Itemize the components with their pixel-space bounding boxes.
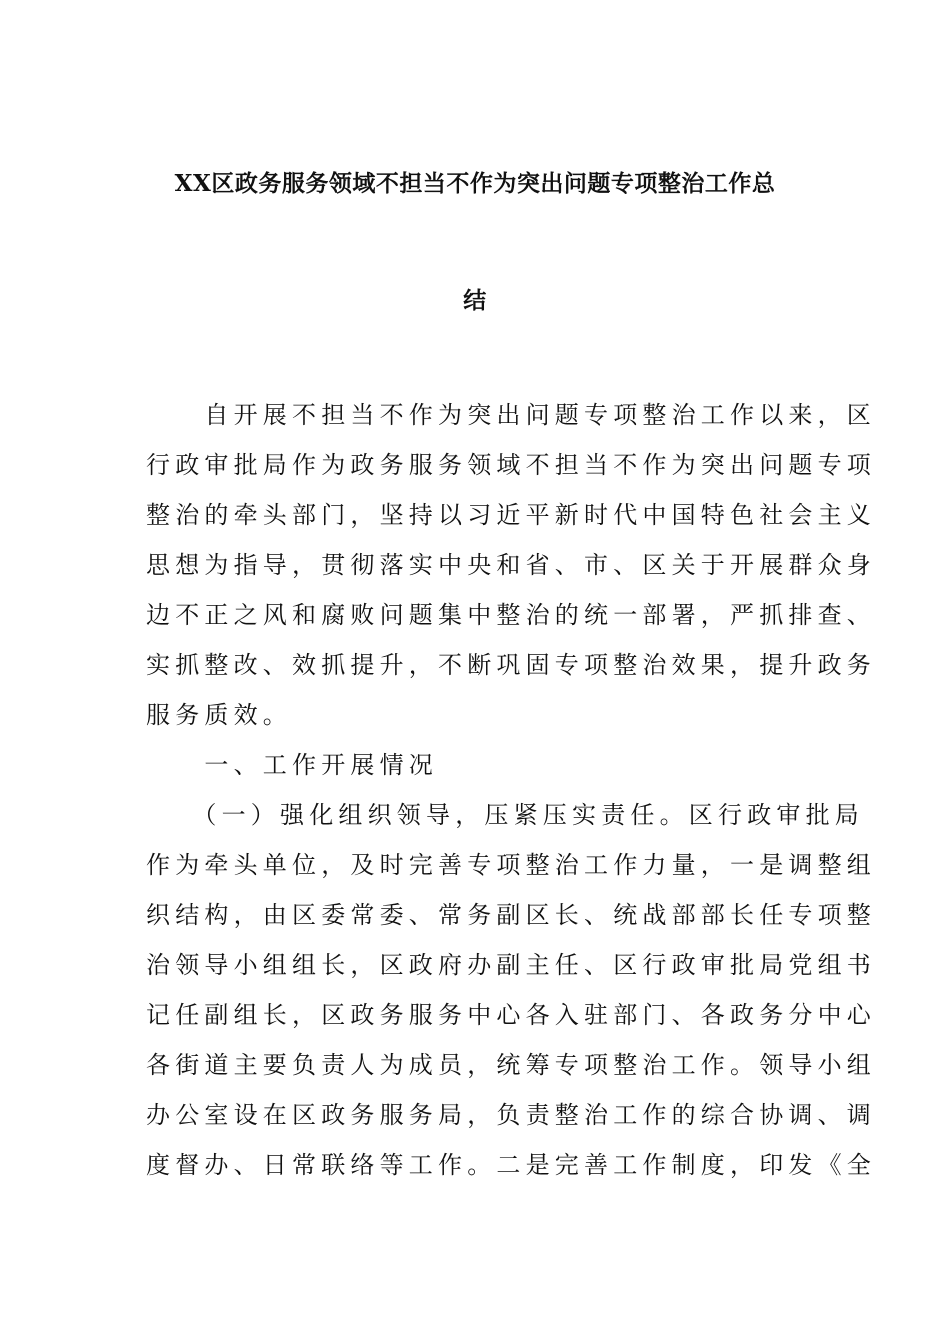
body-text-line: 记任副组长，区政务服务中心各入驻部门、各政务分中心 xyxy=(146,1001,876,1029)
section-heading: 一、工作开展情况 xyxy=(146,751,438,779)
body-text-line: 织结构，由区委常委、常务副区长、统战部部长任专项整 xyxy=(146,901,876,929)
body-text-line: 作为牵头单位，及时完善专项整治工作力量，一是调整组 xyxy=(146,851,876,879)
body-text-line: 办公室设在区政务服务局，负责整治工作的综合协调、调 xyxy=(146,1101,876,1129)
body-text-line: 自开展不担当不作为突出问题专项整治工作以来，区 xyxy=(146,401,876,429)
body-text-line: 边不正之风和腐败问题集中整治的统一部署，严抓排查、 xyxy=(146,601,876,629)
body-text-line: 思想为指导，贯彻落实中央和省、市、区关于开展群众身 xyxy=(146,551,876,579)
body-text-line: 整治的牵头部门，坚持以习近平新时代中国特色社会主义 xyxy=(146,501,876,529)
document-title-line-2: 结 xyxy=(463,287,487,314)
body-text-line: 度督办、日常联络等工作。二是完善工作制度，印发《全 xyxy=(146,1151,876,1179)
body-text-line: 实抓整改、效抓提升，不断巩固专项整治效果，提升政务 xyxy=(146,651,876,679)
body-text-line: 各街道主要负责人为成员，统筹专项整治工作。领导小组 xyxy=(146,1051,876,1079)
document-title-line-1: XX区政务服务领域不担当不作为突出问题专项整治工作总 xyxy=(174,170,776,197)
body-text-line: 行政审批局作为政务服务领域不担当不作为突出问题专项 xyxy=(146,451,876,479)
body-text-line: （一）强化组织领导，压紧压实责任。区行政审批局 xyxy=(146,801,864,829)
body-text-line: 服务质效。 xyxy=(146,701,292,729)
body-text-line: 治领导小组组长，区政府办副主任、区行政审批局党组书 xyxy=(146,951,876,979)
